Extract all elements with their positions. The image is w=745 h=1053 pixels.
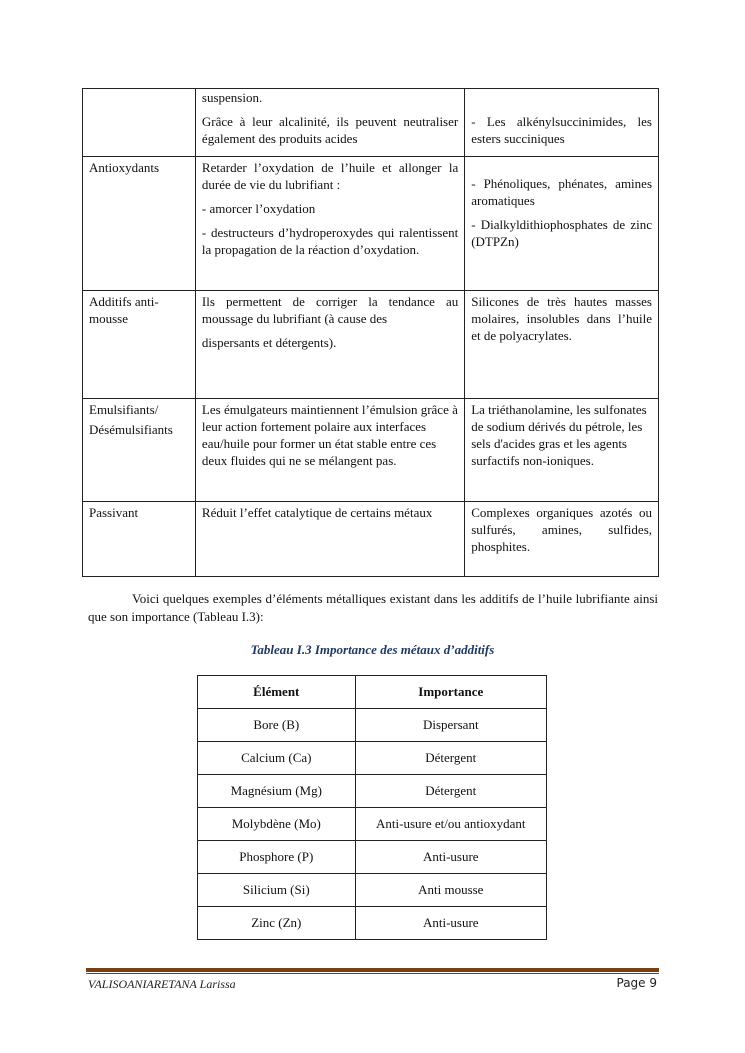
- table-row: [198, 775, 547, 808]
- additive-name: [83, 89, 196, 157]
- element-cell: Calcium (Ca): [198, 742, 356, 775]
- examples-text: Silicones de très hautes masses molaires, insolubles dans l’huile et de polyacrylates.: [471, 294, 652, 343]
- role-text: Réduit l’effet catalytique de certains métaux: [201, 505, 433, 520]
- examples-text: - Les alkénylsuccinimides, les esters succiniques: [471, 114, 652, 146]
- role-text: Grâce à leur alcalinité, ils peuvent neutraliser également des produits acides: [201, 114, 459, 146]
- importance-cell: Anti-usure: [355, 841, 546, 874]
- element-cell: Magnésium (Mg): [198, 775, 356, 808]
- additive-examples: [465, 399, 659, 502]
- additive-role: [195, 157, 464, 291]
- table-header-row: [198, 676, 547, 709]
- examples-text: - Dialkyldithiophosphates de zinc (DTPZn): [471, 217, 652, 249]
- additive-name: Passivant: [83, 502, 196, 577]
- additive-name: Additifs anti-mousse: [83, 291, 196, 399]
- footer-rule: [86, 968, 659, 972]
- role-text: - destructeurs d’hydroperoxydes qui ralentissent la propagation de la réaction d’oxydation.: [201, 225, 459, 257]
- metals-table: [197, 675, 547, 940]
- role-text: suspension.: [201, 90, 263, 105]
- importance-cell: Détergent: [355, 742, 546, 775]
- additive-role: [195, 291, 464, 399]
- table-row: [83, 399, 659, 502]
- footer-author: VALISOANIARETANA Larissa: [88, 977, 236, 991]
- importance-cell: Anti-usure: [355, 907, 546, 940]
- column-header: Importance: [355, 676, 546, 709]
- examples-text: Complexes organiques azotés ou sulfurés, amines, sulfides, phosphites.: [471, 505, 652, 554]
- table-caption: Tableau I.3 Importance des métaux d’additifs: [250, 642, 495, 657]
- additive-role: [195, 399, 464, 502]
- table-row: [83, 89, 659, 157]
- table-row: [198, 874, 547, 907]
- additive-examples: [465, 502, 659, 577]
- column-header: Élément: [198, 676, 356, 709]
- additive-name: [83, 399, 196, 502]
- additive-examples: [465, 157, 659, 291]
- element-cell: Silicium (Si): [198, 874, 356, 907]
- role-text: Ils permettent de corriger la tendance au moussage du lubrifiant (à cause des: [201, 294, 459, 326]
- element-cell: Molybdène (Mo): [198, 808, 356, 841]
- table-row: [83, 291, 659, 399]
- table-row: [198, 907, 547, 940]
- role-text: Les émulgateurs maintiennent l’émulsion grâce à leur action fortement polaire aux interfaces eau/huile pour former un état stable entre ces deux fluides qui ne se mélangent pas.: [201, 402, 458, 468]
- table-row: [198, 742, 547, 775]
- table-row: [198, 808, 547, 841]
- name-text: Désémulsifiants: [89, 422, 173, 437]
- table-row: [198, 841, 547, 874]
- additive-examples: [465, 291, 659, 399]
- additive-name: Antioxydants: [83, 157, 196, 291]
- additive-role: [195, 502, 464, 577]
- importance-cell: Anti-usure et/ou antioxydant: [355, 808, 546, 841]
- element-cell: Zinc (Zn): [198, 907, 356, 940]
- additives-table: [82, 88, 659, 577]
- examples-text: La triéthanolamine, les sulfonates de sodium dérivés du pétrole, les sels d'acides gras et les agents surfactifs non-ioniques.: [471, 402, 647, 468]
- name-text: Emulsifiants/: [89, 402, 159, 417]
- table-row: [83, 157, 659, 291]
- role-text: Retarder l’oxydation de l’huile et allonger la durée de vie du lubrifiant :: [201, 160, 459, 192]
- role-text: - amorcer l’oxydation: [201, 201, 316, 216]
- table-row: [83, 502, 659, 577]
- element-cell: Phosphore (P): [198, 841, 356, 874]
- importance-cell: Détergent: [355, 775, 546, 808]
- footer-rule-thin: [86, 973, 659, 974]
- additive-examples: [465, 89, 659, 157]
- additive-role: [195, 89, 464, 157]
- importance-cell: Dispersant: [355, 709, 546, 742]
- examples-text: - Phénoliques, phénates, amines aromatiques: [471, 176, 652, 208]
- importance-cell: Anti mousse: [355, 874, 546, 907]
- element-cell: Bore (B): [198, 709, 356, 742]
- role-text: dispersants et détergents).: [201, 335, 337, 350]
- table-row: [198, 709, 547, 742]
- page-number: Page 9: [616, 976, 657, 990]
- body-paragraph: Voici quelques exemples d’éléments métalliques existant dans les additifs de l’huile lubrifiante ainsi que son importance (Tableau I.3):: [88, 591, 658, 624]
